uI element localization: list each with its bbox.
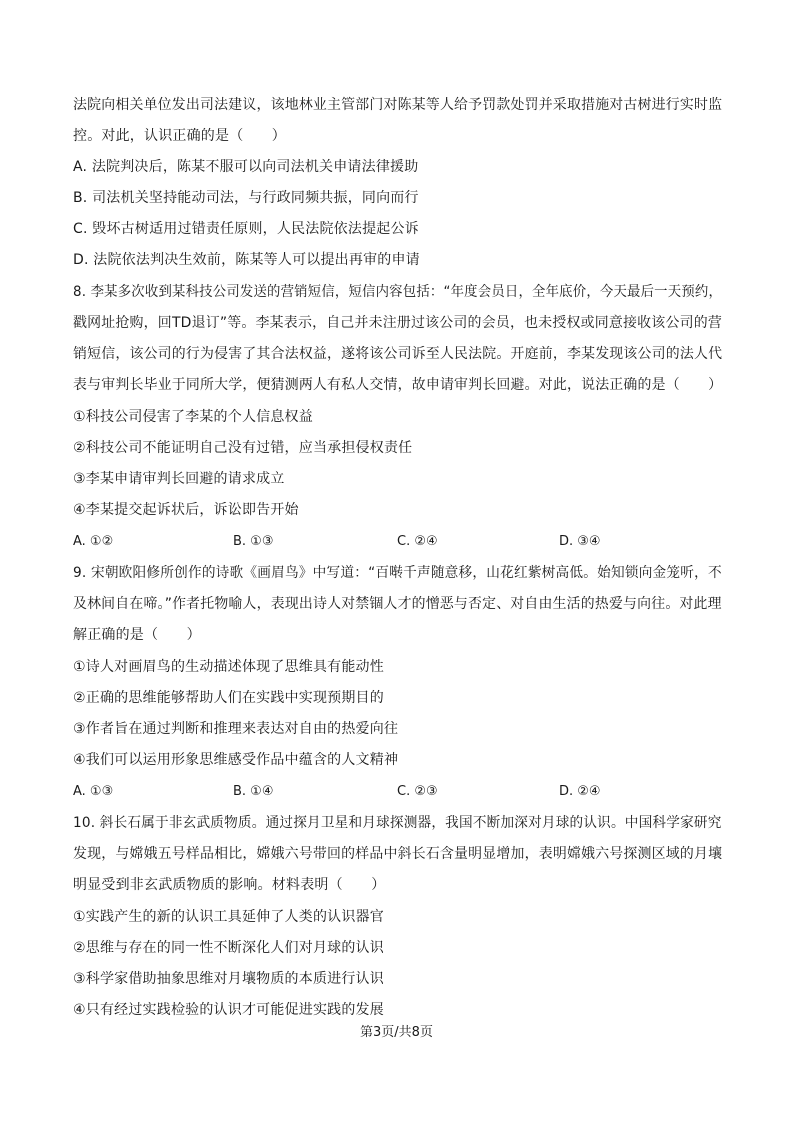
- q10-stem-line-1: 10. 斜长石属于非玄武质物质。通过探月卫星和月球探测器，我国不断加深对月球的认识。中国科学家研究: [73, 815, 722, 831]
- q8-statement-2: ②科技公司不能证明自己没有过错，应当承担侵权责任: [73, 440, 413, 456]
- q9-statement-3: ③作者旨在通过判断和推理来表达对自由的热爱向往: [73, 721, 399, 737]
- page-number-footer: 第3页/共8页: [360, 1025, 433, 1040]
- q9-statement-4: ④我们可以运用形象思维感受作品中蕴含的人文精神: [73, 752, 399, 768]
- q8-statement-3: ③李某申请审判长回避的请求成立: [73, 471, 285, 487]
- q9-stem-line-3: 解正确的是（ ）: [73, 627, 201, 643]
- q10-statement-4: ④只有经过实践检验的认识才可能促进实践的发展: [73, 1002, 384, 1018]
- q10-statement-1: ①实践产生的新的认识工具延伸了人类的认识器官: [73, 909, 384, 925]
- q9-choice-d: D. ②④: [559, 784, 601, 799]
- q8-choice-b: B. ①③: [233, 534, 274, 549]
- q10-stem-line-3: 明显受到非玄武质物质的影响。材料表明（ ）: [73, 877, 386, 893]
- q7-option-d: D. 法院依法判决生效前，陈某等人可以提出再审的申请: [73, 252, 420, 268]
- q7-option-b: B. 司法机关坚持能动司法，与行政同频共振，同向而行: [73, 190, 419, 206]
- q9-stem-line-1: 9. 宋朝欧阳修所创作的诗歌《画眉鸟》中写道：“百啭千声随意移，山花红紫树高低。始知锁向金笼听，不: [73, 565, 722, 581]
- q8-choice-c: C. ②④: [397, 534, 438, 549]
- q9-choice-a: A. ①③: [73, 784, 114, 799]
- q10-statement-3: ③科学家借助抽象思维对月壤物质的本质进行认识: [73, 971, 384, 987]
- q10-stem-line-2: 发现，与嫦娥五号样品相比，嫦娥六号带回的样品中斜长石含量明显增加，表明嫦娥六号探测区域的月壤: [73, 846, 723, 862]
- q8-stem-line-3: 销短信，该公司的行为侵害了其合法权益，遂将该公司诉至人民法院。开庭前，李某发现该公司的法人代: [73, 346, 723, 362]
- q8-stem-line-4: 表与审判长毕业于同所大学，便猜测两人有私人交情，故申请审判长回避。对此，说法正确的是（ ）: [73, 377, 723, 393]
- q8-stem-line-2: 戳网址抢购，回TD退订”等。李某表示，自己并未注册过该公司的会员，也未授权或同意接收该公司的营: [73, 315, 722, 331]
- q8-choice-a: A. ①②: [73, 534, 114, 549]
- q9-stem-line-2: 及林间自在啼。”作者托物喻人，表现出诗人对禁锢人才的憎恶与否定、对自由生活的热爱与向往。对此理: [73, 596, 722, 612]
- q10-statement-2: ②思维与存在的同一性不断深化人们对月球的认识: [73, 940, 384, 956]
- q8-statement-1: ①科技公司侵害了李某的个人信息权益: [73, 409, 313, 425]
- q7-option-c: C. 毁坏古树适用过错责任原则，人民法院依法提起公诉: [73, 221, 419, 237]
- q7-option-a: A. 法院判决后，陈某不服可以向司法机关申请法律援助: [73, 159, 419, 175]
- q7-stem-line-1: 法院向相关单位发出司法建议，该地林业主管部门对陈某等人给予罚款处罚并采取措施对古树进行实时监: [73, 97, 723, 113]
- q8-stem-line-1: 8. 李某多次收到某科技公司发送的营销短信，短信内容包括：“年度会员日，全年底价，今天最后一天预约，: [73, 284, 723, 300]
- q9-statement-1: ①诗人对画眉鸟的生动描述体现了思维具有能动性: [73, 659, 384, 675]
- q8-choice-d: D. ③④: [559, 534, 601, 549]
- q7-stem-line-2: 控。对此，认识正确的是（ ）: [73, 128, 286, 144]
- q9-choice-c: C. ②③: [397, 784, 438, 799]
- q9-choice-b: B. ①④: [233, 784, 274, 799]
- q9-statement-2: ②正确的思维能够帮助人们在实践中实现预期目的: [73, 690, 384, 706]
- q8-statement-4: ④李某提交起诉状后，诉讼即告开始: [73, 502, 299, 518]
